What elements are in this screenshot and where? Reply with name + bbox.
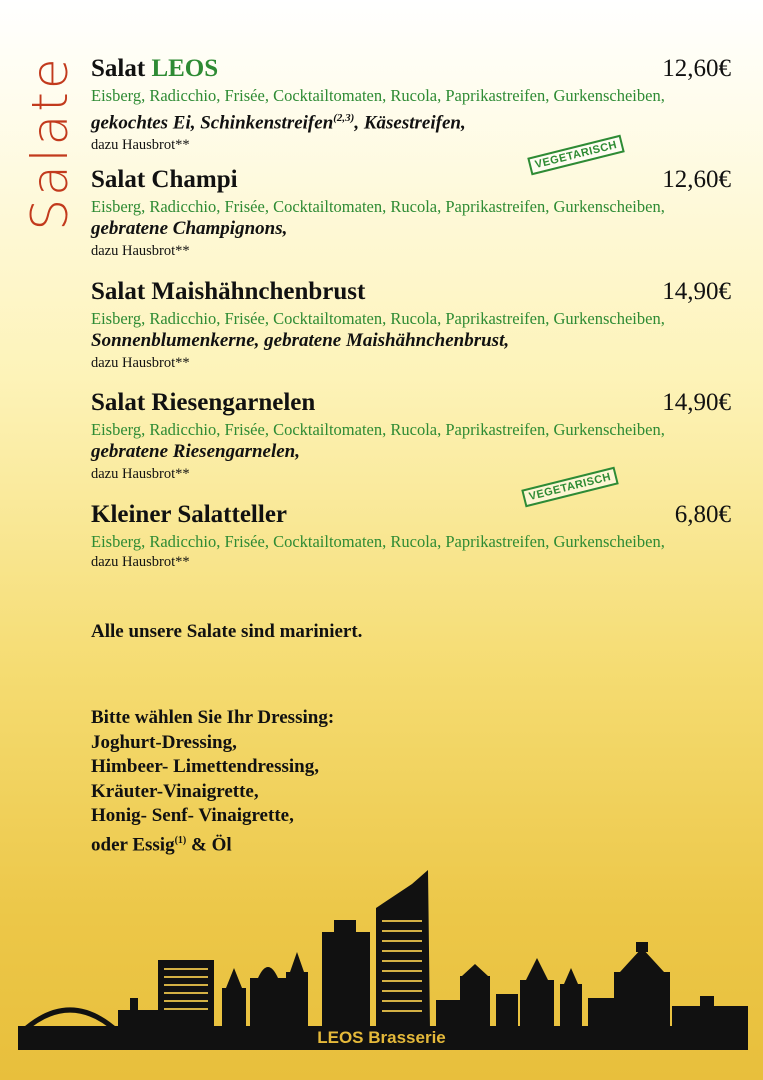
menu-item-kleiner-salatteller xyxy=(91,500,731,572)
item-price: 12,60€ xyxy=(662,166,731,193)
menu-item-salat-champi xyxy=(91,165,731,261)
item-name: Kleiner Salatteller xyxy=(91,501,288,528)
menu-item-salat-leos xyxy=(91,54,731,155)
item-bread: dazu Hausbrot** xyxy=(91,243,190,259)
item-bread: dazu Hausbrot** xyxy=(91,137,190,154)
dressing-option: Joghurt-Dressing, xyxy=(91,731,237,753)
item-extras: gebratene Champignons, xyxy=(91,218,288,239)
dressing-list xyxy=(91,706,334,857)
vegetarian-stamp: VEGETARISCH xyxy=(521,467,619,508)
item-base-ingredients: Eisberg, Radicchio, Frisée, Cocktailtomaten, Rucola, Paprikastreifen, Gurkenscheiben, xyxy=(91,309,665,328)
item-price: 14,90€ xyxy=(662,389,731,416)
item-price: 14,90€ xyxy=(662,278,731,305)
item-bread: dazu Hausbrot** xyxy=(91,554,190,570)
dressing-heading: Bitte wählen Sie Ihr Dressing: xyxy=(91,707,335,728)
item-extras: gekochtes Ei, Schinkenstreifen$^{(2,3)}$, Käsestreifen, xyxy=(91,112,466,134)
item-name: Salat Champi xyxy=(91,166,238,193)
item-bread: dazu Hausbrot** xyxy=(91,466,190,482)
vegetarian-stamp: VEGETARISCH xyxy=(527,135,625,176)
item-base-ingredients: Eisberg, Radicchio, Frisée, Cocktailtomaten, Rucola, Paprikastreifen, Gurkenscheiben, xyxy=(91,197,665,216)
dressing-option: Honig- Senf- Vinaigrette, xyxy=(91,805,294,826)
dressing-option: Himbeer- Limettendressing, xyxy=(91,756,319,777)
item-extras: gebratene Riesengarnelen, xyxy=(91,441,300,462)
item-price: 12,60€ xyxy=(662,55,731,82)
section-title: Salate xyxy=(21,55,79,231)
item-name: Salat LEOS xyxy=(91,55,219,82)
item-base-ingredients: Eisberg, Radicchio, Frisée, Cocktailtomaten, Rucola, Paprikastreifen, Gurkenscheiben, xyxy=(91,86,665,105)
item-base-ingredients: Eisberg, Radicchio, Frisée, Cocktailtomaten, Rucola, Paprikastreifen, Gurkenscheiben, xyxy=(91,420,665,439)
item-extras: Sonnenblumenkerne, gebratene Maishähnchenbrust, xyxy=(91,330,510,351)
item-name: Salat Riesengarnelen xyxy=(91,389,316,416)
item-price: 6,80€ xyxy=(674,501,731,528)
marinade-note: Alle unsere Salate sind mariniert. xyxy=(91,621,363,642)
item-base-ingredients: Eisberg, Radicchio, Frisée, Cocktailtomaten, Rucola, Paprikastreifen, Gurkenscheiben, xyxy=(91,532,665,551)
item-name: Salat Maishähnchenbrust xyxy=(91,278,366,305)
brand-name: LEOS Brasserie xyxy=(317,1028,446,1047)
menu-item-salat-riesengarnelen xyxy=(91,388,731,484)
dressing-option: oder Essig$^{(1)}$ & Öl xyxy=(91,833,232,855)
item-bread: dazu Hausbrot** xyxy=(91,355,190,371)
dressing-option: Kräuter-Vinaigrette, xyxy=(91,780,259,802)
menu-item-salat-maishaehnchenbrust xyxy=(91,277,731,373)
